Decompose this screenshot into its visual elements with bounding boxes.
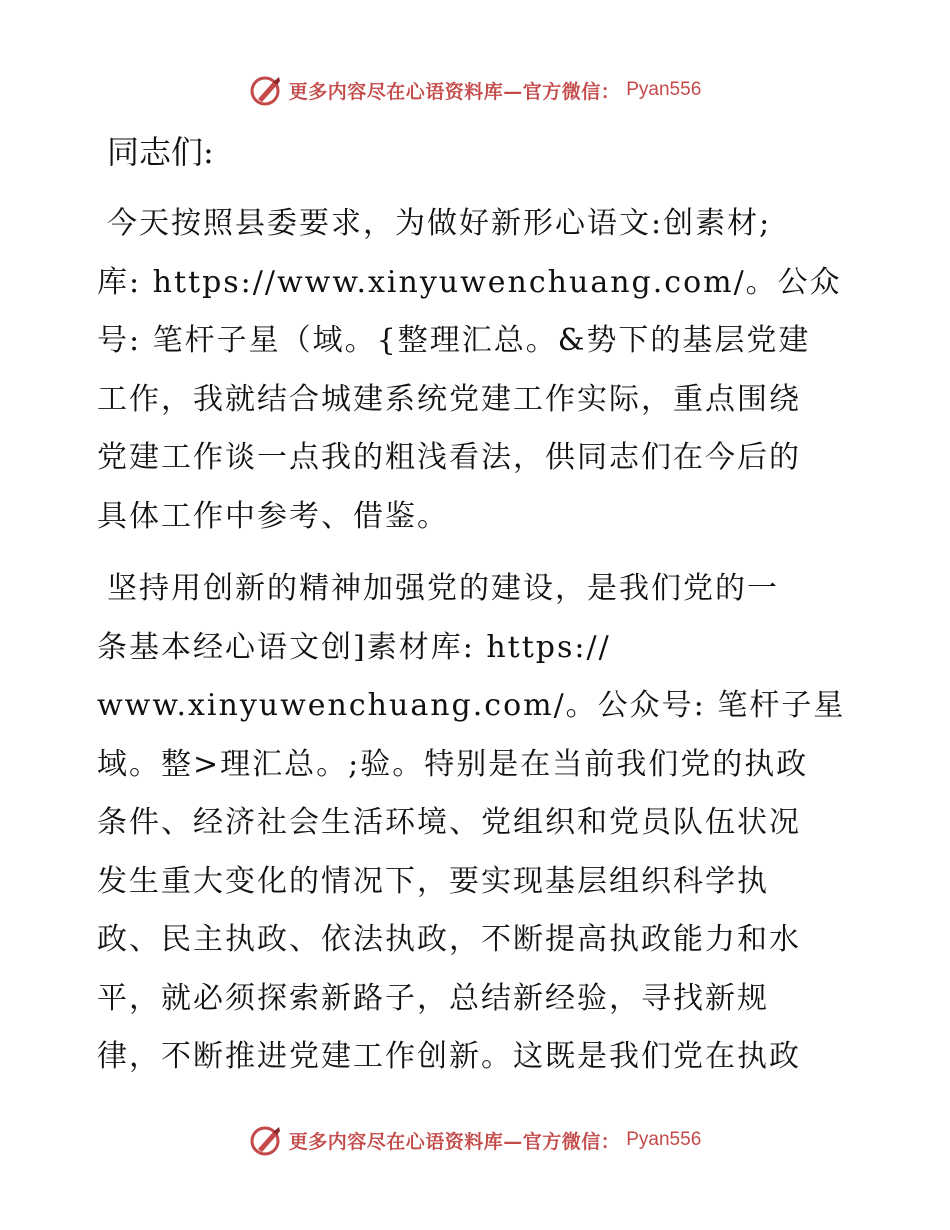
header-banner-text: 更多内容尽在心语资料库—官方微信： — [288, 80, 621, 103]
document-body — [97, 123, 857, 1101]
paragraph-line: 今天按照县委要求，为做好新形心语文:创素材; — [107, 206, 772, 241]
paragraph-line: 工作，我就结合城建系统党建工作实际，重点围绕 — [97, 381, 801, 417]
paragraph-line: 具体工作中参考、借鉴。 — [97, 498, 449, 534]
paragraph-1 — [97, 195, 857, 546]
paragraph-line: 域。整>理汇总。;验。特别是在当前我们党的执政 — [97, 746, 809, 782]
paragraph-line: 政、民主执政、依法执政，不断提高执政能力和水 — [97, 922, 801, 957]
header-banner — [0, 70, 950, 110]
header-banner-wechat-id: Pyan556 — [626, 79, 702, 100]
footer-banner-wechat-id: Pyan556 — [626, 1129, 702, 1150]
paragraph-line: 条基本经心语文创]素材库: https:// — [97, 629, 611, 665]
paragraph-line: www.xinyuwenchuang.com/。公众号: 笔杆子星 — [97, 688, 846, 723]
pen-logo-icon — [249, 1123, 283, 1157]
paragraph-line: 党建工作谈一点我的粗浅看法，供同志们在今后的 — [97, 440, 801, 475]
paragraph-line: 平，就必须探索新路子，总结新经验，寻找新规 — [97, 980, 769, 1016]
footer-banner-text: 更多内容尽在心语资料库—官方微信： — [288, 1130, 621, 1153]
paragraph-line: 律，不断推进党建工作创新。这既是我们党在执政 — [97, 1039, 801, 1074]
pen-logo-icon — [249, 73, 283, 107]
greeting: 同志们: — [107, 133, 214, 171]
paragraph-line: 坚持用创新的精神加强党的建设，是我们党的一 — [107, 571, 779, 606]
paragraph-line: 条件、经济社会生活环境、党组织和党员队伍状况 — [97, 805, 801, 840]
paragraph-line: 发生重大变化的情况下，要实现基层组织科学执 — [97, 863, 769, 899]
paragraph-line: 号: 笔杆子星（域。{整理汇总。&势下的基层党建 — [97, 323, 811, 358]
footer-banner — [0, 1120, 950, 1160]
paragraph-2 — [97, 560, 857, 1087]
paragraph-line: 库: https://www.xinyuwenchuang.com/。公众 — [97, 264, 842, 300]
